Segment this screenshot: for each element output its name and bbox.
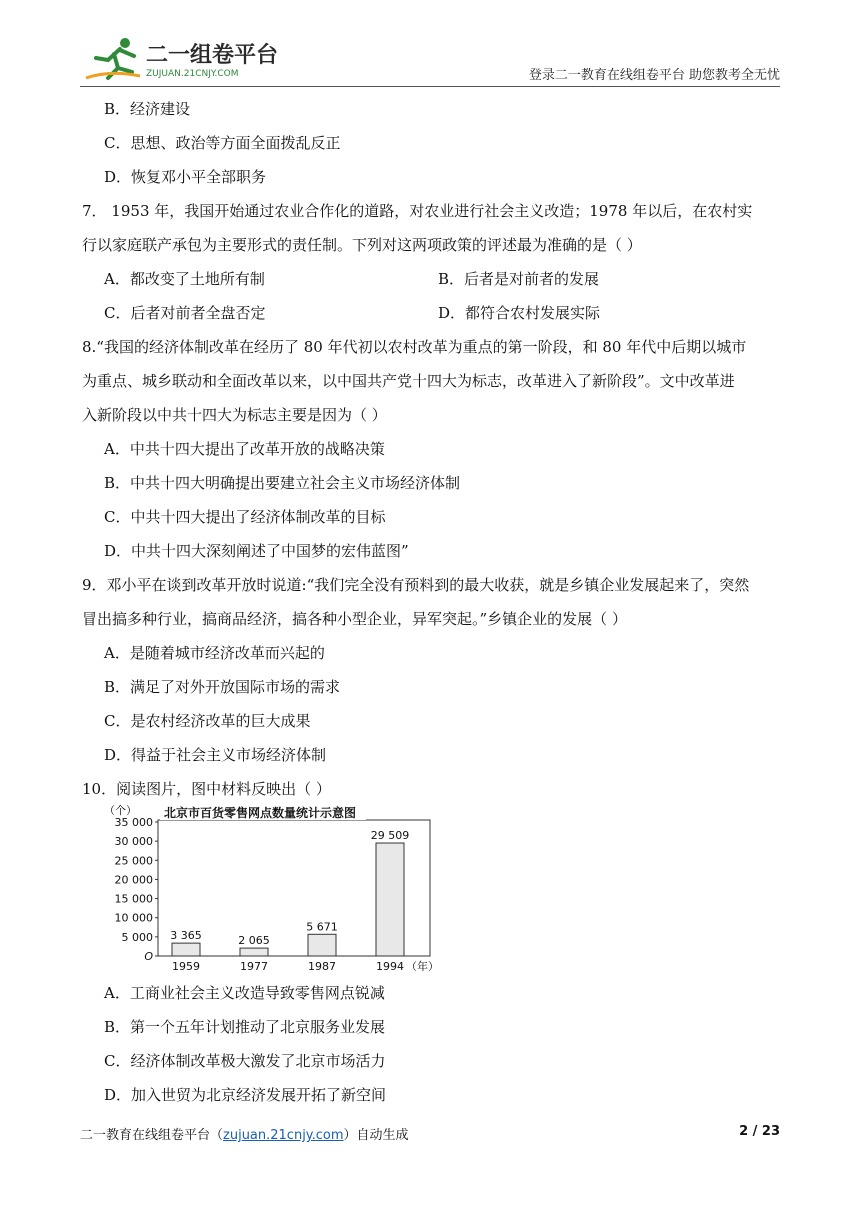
bar-chart: [100, 800, 440, 975]
chart-title: 北京市百货零售网点数量统计示意图: [164, 806, 357, 820]
q10-option-d: D．加入世贸为北京经济发展开拓了新空间: [104, 1086, 387, 1104]
bar-chart-svg: [100, 800, 440, 975]
question-content: [82, 92, 782, 806]
x-tick-label: 1987: [308, 960, 336, 973]
y-tick-label: 15 000: [114, 892, 153, 906]
q9-stem-line-2: 冒出搞多种行业，搞商品经济，搞各种小型企业，异军突起。”乡镇企业的发展（ ）: [82, 610, 627, 628]
bar-value-label: 5 671: [306, 920, 338, 934]
x-axis-label: （年）: [406, 960, 439, 973]
q7-option-a: A．都改变了土地所有制: [104, 270, 265, 288]
footer-suffix: ）自动生成: [343, 1128, 409, 1143]
q9-stem-line-1: 9．邓小平在谈到改革开放时说道:“我们完全没有预料到的最大收获，就是乡镇企业发展起来了，突然: [82, 576, 750, 594]
q6-option-c: C．思想、政治等方面全面拨乱反正: [104, 134, 341, 152]
page-header: [80, 30, 780, 86]
footer-prefix: 二一教育在线组卷平台（: [80, 1128, 224, 1143]
bar-1987: [308, 934, 336, 956]
q7-options-row-1: [82, 262, 782, 296]
q6-option-d: D．恢复邓小平全部职务: [104, 168, 267, 186]
x-tick-label: 1959: [172, 960, 200, 973]
x-tick-label: 1994: [376, 960, 404, 973]
y-tick-label: 25 000: [114, 854, 153, 868]
q10-stem: 10．阅读图片，图中材料反映出（ ）: [82, 780, 331, 798]
bar-value-label: 29 509: [370, 829, 410, 843]
q7-option-b: B．后者是对前者的发展: [438, 270, 600, 288]
q9-option-c: C．是农村经济改革的巨大成果: [104, 712, 311, 730]
y-tick-label: 5 000: [121, 930, 153, 944]
footer-link[interactable]: zujuan.21cnjy.com: [223, 1128, 344, 1143]
logo-subtext: ZUJUAN.21CNJY.COM: [146, 69, 239, 79]
header-slogan: 登录二一教育在线组卷平台 助您教考全无忧: [528, 68, 780, 83]
q10-option-a: A．工商业社会主义改造导致零售网点锐减: [104, 984, 385, 1002]
q10-option-b: B．第一个五年计划推动了北京服务业发展: [104, 1018, 386, 1036]
y-tick-label: O: [144, 950, 153, 963]
header-divider: [80, 86, 780, 87]
q7-stem-line-1: 7． 1953 年，我国开始通过农业合作化的道路，对农业进行社会主义改造；1978 年以后，在农村实: [82, 202, 753, 220]
page-number: 2 / 23: [739, 1124, 780, 1139]
q8-stem-line-2: 为重点、城乡联动和全面改革以来，以中国共产党十四大为标志，改革进入了新阶段”。文中改革进: [82, 372, 735, 390]
q8-stem-line-1: 8.“我国的经济体制改革在经历了 80 年代初以农村改革为重点的第一阶段，和 80 年代中后期以城市: [82, 338, 747, 356]
x-tick-label: 1977: [240, 960, 268, 973]
bar-value-label: 3 365: [170, 929, 202, 943]
y-tick-label: 35 000: [114, 816, 153, 829]
y-axis-label: （个）: [104, 804, 137, 817]
q6-option-b: B．经济建设: [104, 100, 191, 118]
q8-option-d: D．中共十四大深刻阐述了中国梦的宏伟蓝图”: [104, 542, 409, 560]
page-footer: [80, 1124, 780, 1143]
bar-1977: [240, 948, 268, 956]
q7-stem-line-2: 行以家庭联产承包为主要形式的责任制。下列对这两项政策的评述最为准确的是（ ）: [82, 236, 642, 254]
q9-option-a: A．是随着城市经济改革而兴起的: [104, 644, 325, 662]
q8-option-a: A．中共十四大提出了改革开放的战略决策: [104, 440, 385, 458]
y-tick-label: 10 000: [114, 911, 153, 925]
bar-1994: [376, 843, 404, 956]
q7-options-row-2: [82, 296, 782, 330]
runner-icon: [86, 38, 140, 78]
q9-option-d: D．得益于社会主义市场经济体制: [104, 746, 327, 764]
q7-option-d: D．都符合农村发展实际: [438, 304, 601, 322]
q10-options: [82, 976, 782, 1112]
logo: [80, 34, 300, 82]
y-tick-label: 30 000: [114, 835, 153, 849]
q10-option-c: C．经济体制改革极大激发了北京市场活力: [104, 1052, 386, 1070]
y-tick-label: 20 000: [114, 873, 153, 887]
q9-option-b: B．满足了对外开放国际市场的需求: [104, 678, 341, 696]
bar-1959: [172, 943, 200, 956]
bar-value-label: 2 065: [238, 934, 270, 948]
q8-option-c: C．中共十四大提出了经济体制改革的目标: [104, 508, 386, 526]
q7-option-c: C．后者对前者全盘否定: [104, 304, 266, 322]
logo-text: 二一组卷平台: [146, 43, 279, 68]
q8-option-b: B．中共十四大明确提出要建立社会主义市场经济体制: [104, 474, 461, 492]
q8-stem-line-3: 入新阶段以中共十四大为标志主要是因为（ ）: [82, 406, 387, 424]
